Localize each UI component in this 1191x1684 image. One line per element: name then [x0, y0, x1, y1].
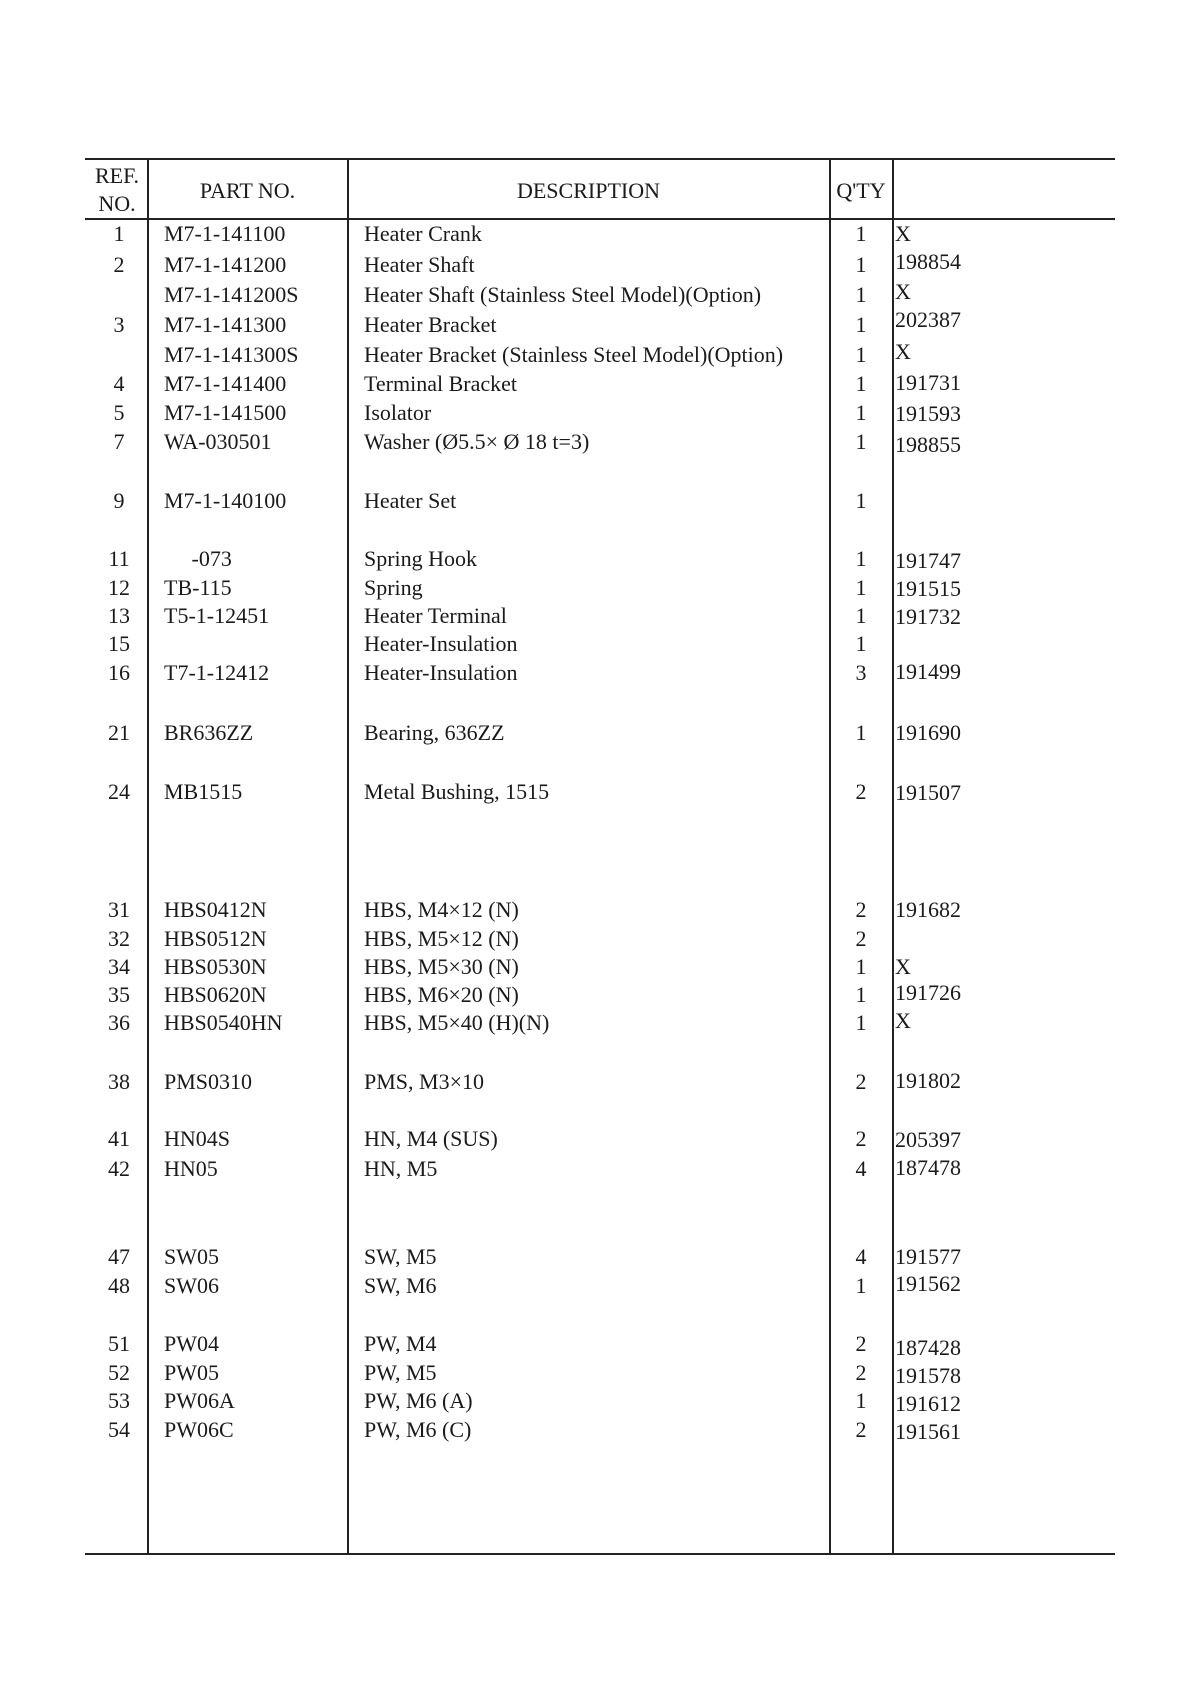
description: Spring Hook	[364, 546, 478, 571]
part-no: HBS0620N	[164, 982, 267, 1007]
ref-no: 12	[108, 575, 130, 600]
description: Heater-Insulation	[364, 631, 518, 656]
quantity: 2	[855, 779, 867, 804]
part-no: SW06	[164, 1273, 219, 1298]
part-no: M7-1-141300	[164, 312, 287, 337]
ref-no: 3	[113, 312, 125, 337]
quantity: 1	[855, 488, 867, 513]
part-no: -073	[164, 546, 232, 571]
quantity: 1	[855, 312, 867, 337]
description: Heater Shaft	[364, 252, 475, 277]
quantity: 2	[855, 926, 867, 951]
quantity: 1	[855, 603, 867, 628]
description: HBS, M5×30 (N)	[364, 954, 519, 979]
description: Heater Bracket	[364, 312, 497, 337]
quantity: 2	[855, 1069, 867, 1094]
quantity: 1	[855, 720, 867, 745]
description: Spring	[364, 575, 423, 600]
ref-no: 16	[108, 660, 130, 685]
ref-no: 53	[108, 1388, 130, 1413]
quantity: 1	[855, 1388, 867, 1413]
ref-no: 42	[108, 1156, 130, 1181]
part-no: HBS0540HN	[164, 1010, 283, 1035]
code: 202387	[895, 307, 961, 332]
part-no: PW06C	[164, 1417, 234, 1442]
table-top-rule	[85, 158, 1115, 160]
quantity: 3	[855, 660, 867, 685]
description: SW, M6	[364, 1273, 437, 1298]
quantity: 1	[855, 575, 867, 600]
quantity: 2	[855, 1360, 867, 1385]
header-qty: Q'TY	[836, 178, 886, 203]
quantity: 4	[855, 1156, 867, 1181]
quantity: 1	[855, 546, 867, 571]
part-no: PMS0310	[164, 1069, 253, 1094]
quantity: 1	[855, 221, 867, 246]
description: Metal Bushing, 1515	[364, 779, 550, 804]
code: 191507	[895, 780, 961, 805]
description: PW, M4	[364, 1331, 437, 1356]
description: HBS, M4×12 (N)	[364, 897, 519, 922]
code: X	[895, 339, 911, 364]
description: HN, M5	[364, 1156, 438, 1181]
code: 191515	[895, 576, 961, 601]
quantity: 1	[855, 1010, 867, 1035]
description: Heater Set	[364, 488, 457, 513]
part-no: M7-1-141300S	[164, 342, 299, 367]
code: 198855	[895, 432, 961, 457]
ref-no: 1	[113, 221, 125, 246]
quantity: 2	[855, 1417, 867, 1442]
part-no: BR636ZZ	[164, 720, 254, 745]
description: Heater-Insulation	[364, 660, 518, 685]
part-no: M7-1-141100	[164, 221, 286, 246]
part-no: PW04	[164, 1331, 219, 1356]
ref-no: 2	[113, 252, 125, 277]
description: Isolator	[364, 400, 432, 425]
description: Heater Shaft (Stainless Steel Model)(Option)	[364, 282, 762, 307]
part-no: HN05	[164, 1156, 218, 1181]
header-bottom-rule	[85, 218, 1115, 220]
ref-no: 47	[108, 1244, 130, 1269]
ref-no: 31	[108, 897, 130, 922]
code: 191690	[895, 720, 961, 745]
code: 191682	[895, 897, 961, 922]
code: X	[895, 954, 911, 979]
code: 187428	[895, 1335, 961, 1360]
quantity: 2	[855, 897, 867, 922]
ref-no: 4	[113, 371, 125, 396]
code: 191612	[895, 1391, 961, 1416]
description: PMS, M3×10	[364, 1069, 485, 1094]
header-ref-line1: REF.	[94, 163, 140, 188]
ref-no: 34	[108, 954, 130, 979]
ref-no: 32	[108, 926, 130, 951]
description: Heater Bracket (Stainless Steel Model)(Option)	[364, 342, 784, 367]
column-divider-part	[347, 159, 349, 1554]
description: Terminal Bracket	[364, 371, 518, 396]
code: 191578	[895, 1363, 961, 1388]
ref-no: 24	[108, 779, 130, 804]
quantity: 1	[855, 342, 867, 367]
ref-no: 15	[108, 631, 130, 656]
column-divider-qty	[892, 159, 894, 1554]
part-no: MB1515	[164, 779, 243, 804]
ref-no: 35	[108, 982, 130, 1007]
quantity: 2	[855, 1331, 867, 1356]
description: Washer (Ø5.5× Ø 18 t=3)	[364, 429, 590, 454]
code: 191747	[895, 548, 961, 573]
description: PW, M6 (A)	[364, 1388, 473, 1413]
quantity: 1	[855, 1273, 867, 1298]
part-no: M7-1-140100	[164, 488, 287, 513]
part-no: M7-1-141500	[164, 400, 287, 425]
header-ref-line2: NO.	[98, 191, 136, 216]
code: 191726	[895, 980, 961, 1005]
quantity: 1	[855, 429, 867, 454]
ref-no: 5	[113, 400, 125, 425]
code: X	[895, 1008, 911, 1033]
quantity: 4	[855, 1244, 867, 1269]
quantity: 1	[855, 282, 867, 307]
part-no: T7-1-12412	[164, 660, 270, 685]
ref-no: 51	[108, 1331, 130, 1356]
code: 191577	[895, 1244, 961, 1269]
description: HN, M4 (SUS)	[364, 1126, 498, 1151]
code: 191561	[895, 1419, 961, 1444]
part-no: T5-1-12451	[164, 603, 270, 628]
quantity: 1	[855, 252, 867, 277]
part-no: PW05	[164, 1360, 219, 1385]
quantity: 2	[855, 1126, 867, 1151]
description: HBS, M6×20 (N)	[364, 982, 519, 1007]
ref-no: 13	[108, 603, 130, 628]
code: 205397	[895, 1127, 961, 1152]
description: HBS, M5×12 (N)	[364, 926, 519, 951]
description: PW, M6 (C)	[364, 1417, 472, 1442]
part-no: SW05	[164, 1244, 219, 1269]
ref-no: 38	[108, 1069, 130, 1094]
ref-no: 48	[108, 1273, 130, 1298]
ref-no: 54	[108, 1417, 130, 1442]
ref-no: 52	[108, 1360, 130, 1385]
description: SW, M5	[364, 1244, 437, 1269]
part-no: M7-1-141200	[164, 252, 287, 277]
table-bottom-rule	[85, 1553, 1115, 1555]
ref-no: 21	[108, 720, 130, 745]
quantity: 1	[855, 400, 867, 425]
code: 191802	[895, 1068, 961, 1093]
ref-no: 7	[113, 429, 125, 454]
quantity: 1	[855, 954, 867, 979]
code: 191499	[895, 659, 961, 684]
part-no: HBS0412N	[164, 897, 267, 922]
code: X	[895, 221, 911, 246]
part-no: WA-030501	[164, 429, 272, 454]
part-no: M7-1-141400	[164, 371, 287, 396]
description: HBS, M5×40 (H)(N)	[364, 1010, 550, 1035]
description: Heater Terminal	[364, 603, 507, 628]
header-description: DESCRIPTION	[516, 178, 660, 203]
description: PW, M5	[364, 1360, 437, 1385]
quantity: 1	[855, 631, 867, 656]
code: 191731	[895, 370, 961, 395]
header-part-no: PART NO.	[199, 178, 296, 203]
quantity: 1	[855, 982, 867, 1007]
part-no: HN04S	[164, 1126, 231, 1151]
code: 191593	[895, 401, 961, 426]
code: 198854	[895, 249, 961, 274]
ref-no: 36	[108, 1010, 130, 1035]
code: 187478	[895, 1155, 961, 1180]
quantity: 1	[855, 371, 867, 396]
ref-no: 11	[108, 546, 130, 571]
description: Bearing, 636ZZ	[364, 720, 505, 745]
part-no: HBS0530N	[164, 954, 267, 979]
description: Heater Crank	[364, 221, 482, 246]
code: 191732	[895, 604, 961, 629]
part-no: HBS0512N	[164, 926, 267, 951]
ref-no: 9	[113, 488, 125, 513]
ref-no: 41	[108, 1126, 130, 1151]
code: X	[895, 279, 911, 304]
code: 191562	[895, 1271, 961, 1296]
part-no: PW06A	[164, 1388, 235, 1413]
part-no: M7-1-141200S	[164, 282, 299, 307]
part-no: TB-115	[164, 575, 232, 600]
